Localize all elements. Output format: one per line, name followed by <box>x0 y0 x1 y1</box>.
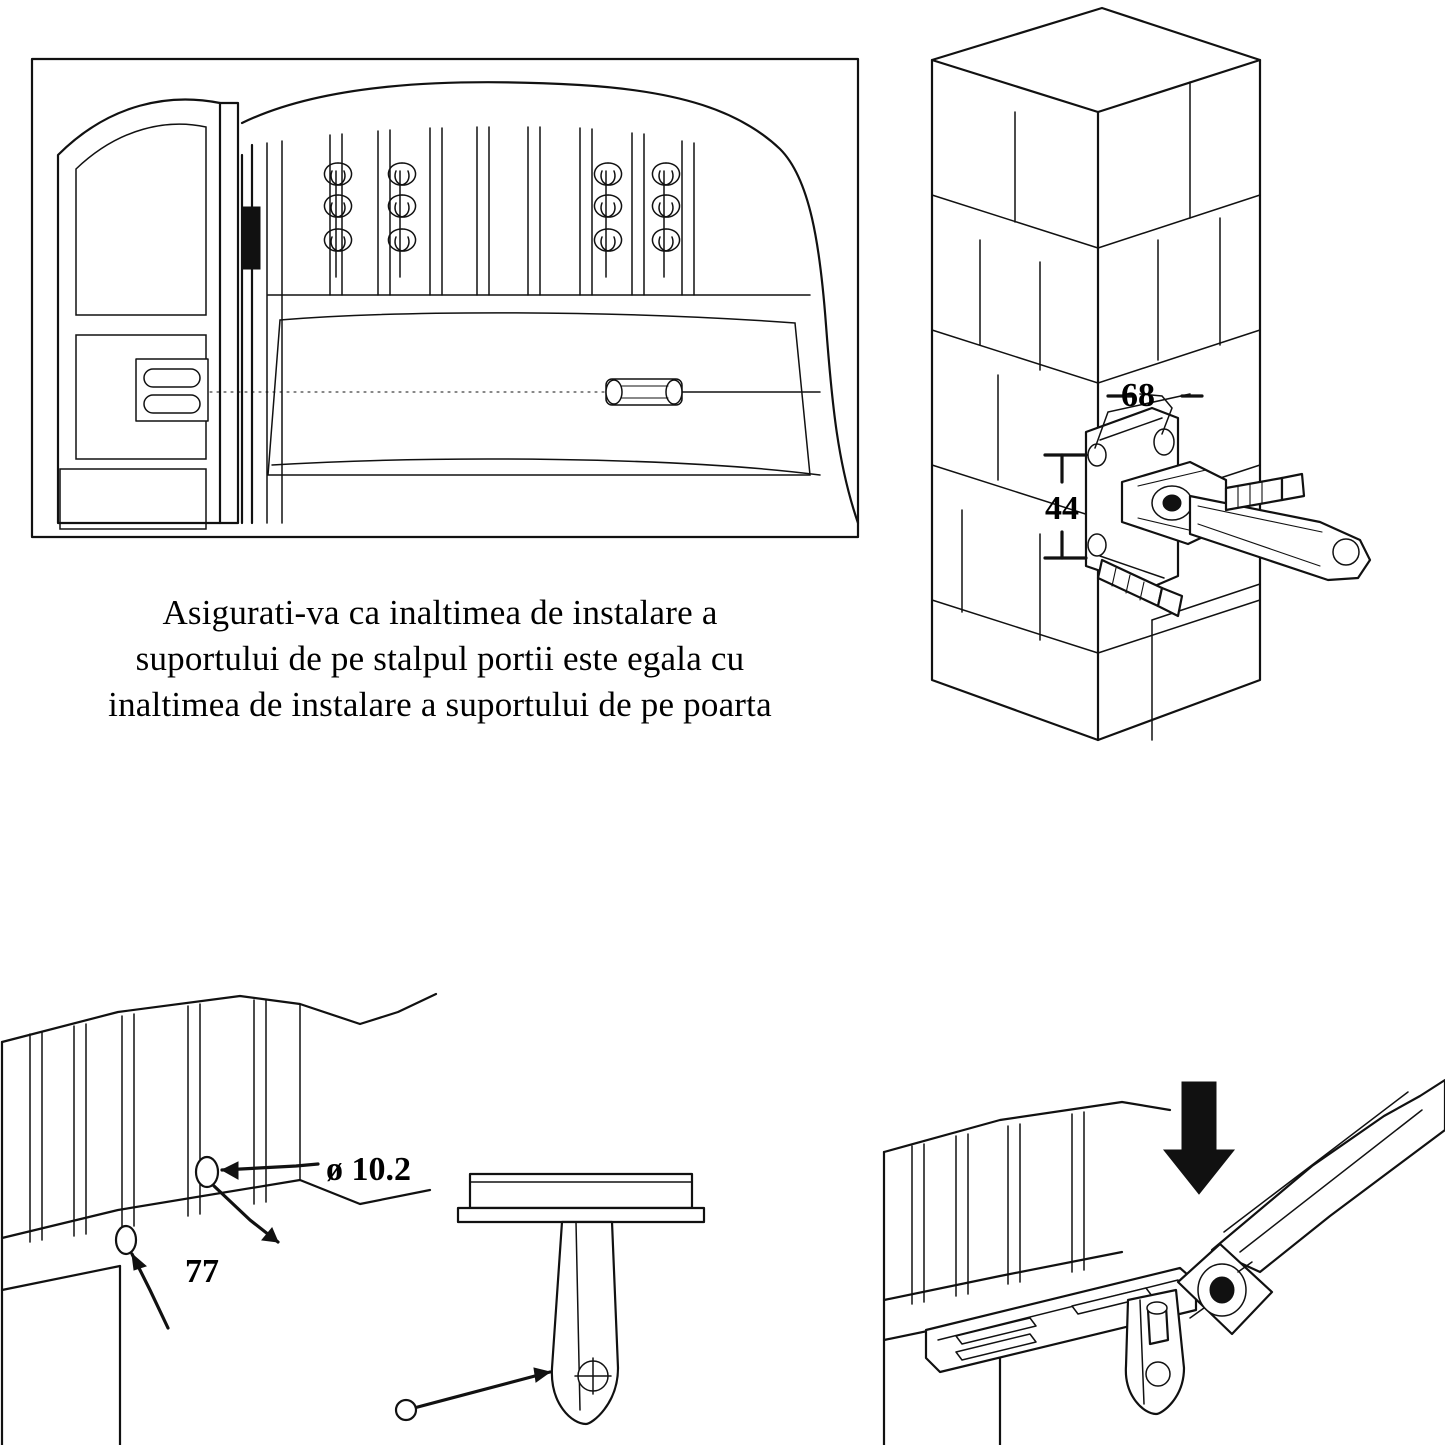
pillar-bracket-symbol <box>136 359 208 421</box>
gate-bracket-part-figure <box>380 1160 740 1445</box>
anchor-nut-upper <box>1282 474 1304 500</box>
actuator-assembly-figure <box>860 1000 1445 1445</box>
arm-end-hole <box>1333 539 1359 565</box>
dimension-68-label: 68 <box>1121 377 1155 414</box>
actuator-fork-bore <box>1210 1277 1234 1303</box>
pivot-center <box>1163 495 1181 511</box>
pillar-top-edges <box>932 60 1260 112</box>
mounted-bracket <box>926 1268 1196 1414</box>
dimension-77 <box>132 1186 278 1328</box>
anchor-bolt-upper <box>1226 478 1282 510</box>
caption-block <box>10 590 870 740</box>
rear-bracket-assembly <box>1086 408 1370 616</box>
caption-line-1: Asigurati-va ca inaltimea de instalare a <box>162 593 718 632</box>
bracket-hole-bottom <box>1088 534 1106 556</box>
screw-tip-arrow <box>534 1368 550 1382</box>
actuator-rod <box>1178 1080 1445 1334</box>
anchor-nut-lower <box>1158 588 1182 616</box>
bracket-hole-top <box>1088 444 1106 466</box>
caption-line-2: suportului de pe stalpul portii este egala cu <box>135 639 745 678</box>
gate-alignment-figure <box>20 45 870 545</box>
pillar-solid <box>932 8 1260 740</box>
figure-border <box>32 59 858 537</box>
bracket-plate-top <box>470 1174 692 1208</box>
assembly-pin-top <box>1147 1302 1167 1314</box>
actuator-body-line-1 <box>1240 1110 1422 1252</box>
dim77-arrow-b <box>132 1254 146 1270</box>
fixing-screw <box>396 1368 550 1420</box>
press-down-arrow <box>1164 1082 1234 1194</box>
pillar-bracket-figure <box>890 0 1430 740</box>
dimension-44 <box>1045 455 1086 558</box>
gate-bracket-part-drawing <box>380 1160 740 1445</box>
screw-head <box>396 1400 416 1420</box>
brick-line-r2 <box>1098 330 1260 383</box>
bracket-plate-edge <box>458 1208 704 1222</box>
gate-top-edge <box>2 994 436 1042</box>
gate-alignment-drawing <box>20 45 870 545</box>
drill-hole-upper <box>196 1157 218 1187</box>
actuator-assembly-drawing <box>860 1000 1445 1445</box>
assembly-gate-top <box>884 1102 1170 1152</box>
gate-bracket-symbol <box>606 379 682 405</box>
actuator-arm <box>1190 496 1370 580</box>
bracket-tab <box>552 1222 618 1424</box>
diameter-label: ø 10.2 <box>326 1151 411 1188</box>
dimension-44-label: 44 <box>1045 490 1079 527</box>
pillar-bracket-drawing <box>890 0 1430 740</box>
hinge-marker <box>242 207 260 269</box>
gate-mid-rail-2 <box>2 1266 120 1290</box>
diameter-arrow <box>222 1162 238 1179</box>
caption-line-3: inaltimea de instalare a suportului de pe poarta <box>108 685 772 724</box>
actuator-body <box>1212 1080 1445 1272</box>
brick-line-l2 <box>932 330 1098 383</box>
bracket-hole-right <box>1154 429 1174 455</box>
drill-hole-lower <box>116 1226 136 1254</box>
brick-line-l4 <box>932 600 1098 653</box>
arrow-glyph <box>1164 1082 1234 1194</box>
brick-line-r1 <box>1098 195 1260 248</box>
assembly-pin-hole <box>1146 1362 1170 1386</box>
dimension-77-label: 77 <box>185 1253 219 1290</box>
screw-shaft <box>414 1372 550 1408</box>
